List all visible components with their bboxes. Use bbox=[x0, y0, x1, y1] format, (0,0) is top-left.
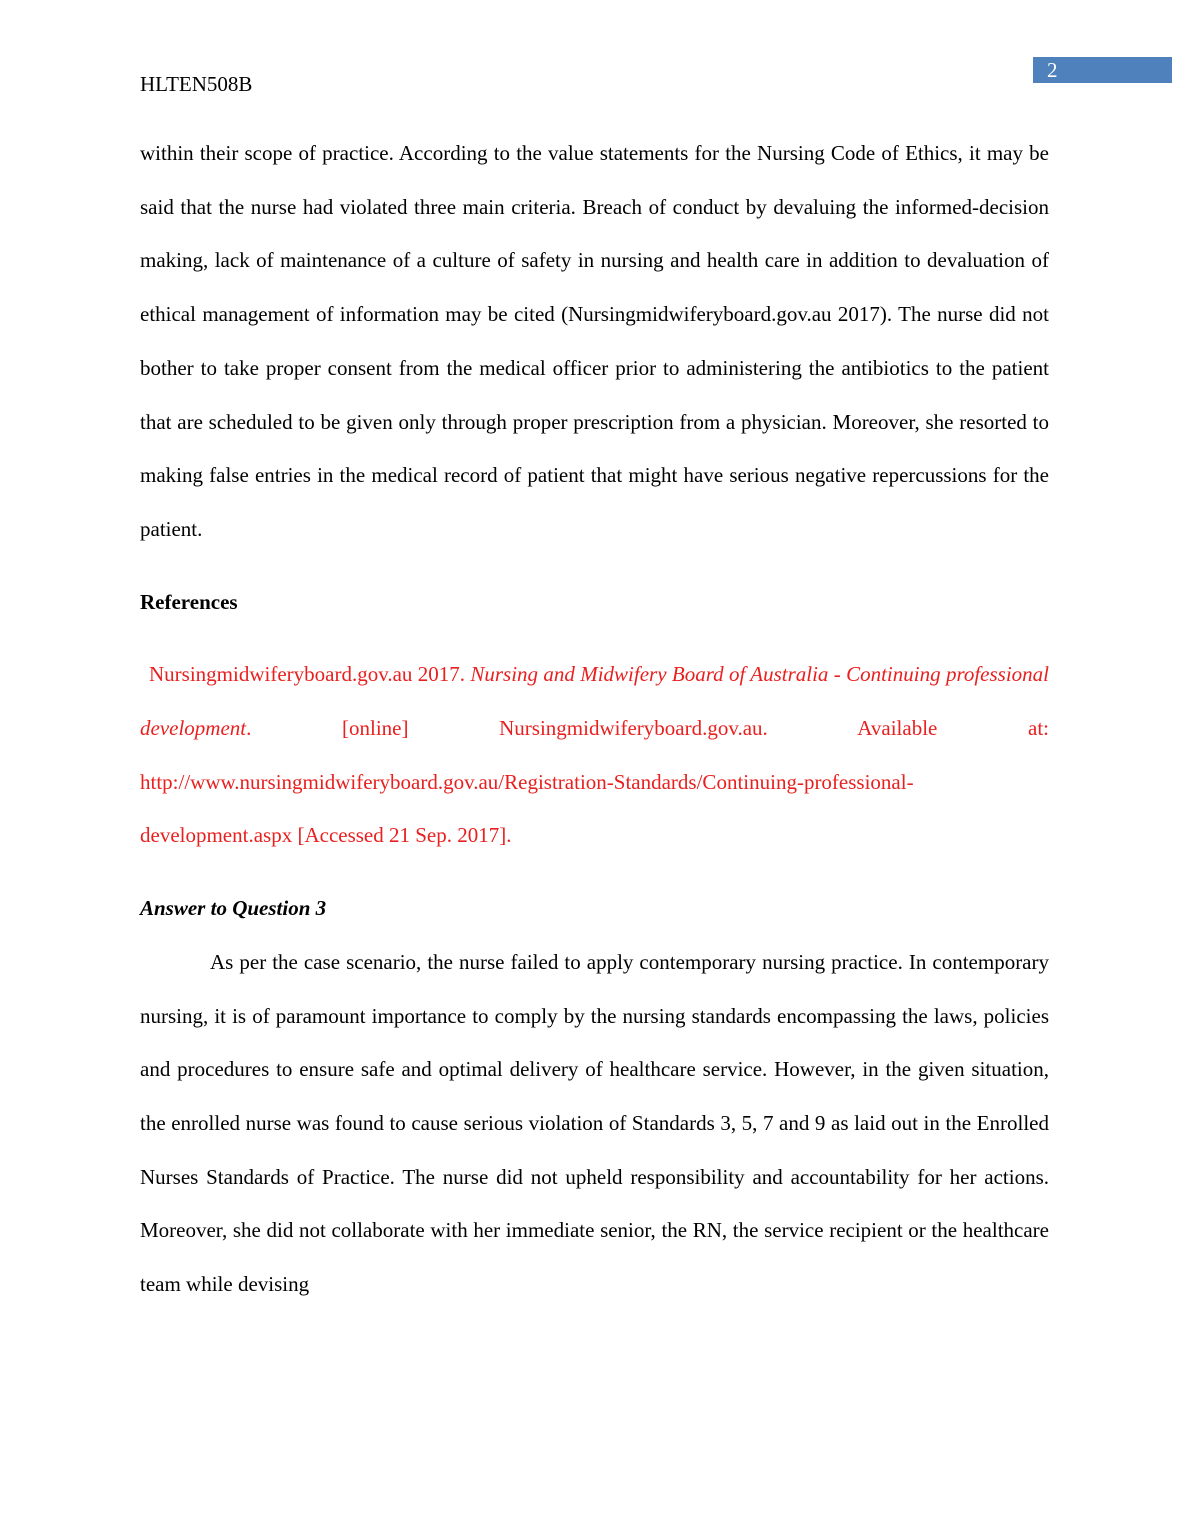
page-number-box bbox=[1033, 57, 1172, 83]
reference-source-year: Nursingmidwiferyboard.gov.au 2017. bbox=[149, 662, 466, 687]
document-body bbox=[140, 127, 1049, 1312]
references-heading: References bbox=[140, 589, 238, 614]
body-paragraph-1: within their scope of practice. According to the value statements for the Nursing Code of Ethics, it may be said that the nurse had violated three main criteria. Breach of conduct by devaluing the informed-decision making, lack of maintenance of a culture of safety in nursing and health care in addition to devaluation of ethical management of information may be cited (Nursingmidwiferyboard.gov.au 2017). The nurse did not bother to take proper consent from the medical officer prior to administering the antibiotics to the patient that are scheduled to be given only through proper prescription from a physician. Moreover, she resorted to making false entries in the medical record of patient that might have serious negative repercussions for the patient. bbox=[140, 141, 1049, 541]
running-head: HLTEN508B bbox=[140, 72, 253, 96]
body-paragraph-2: As per the case scenario, the nurse failed to apply contemporary nursing practice. In contemporary nursing, it is of paramount importance to comply by the nursing standards encompassing the laws, policies and procedures to ensure safe and optimal delivery of healthcare service. However, in the given situation, the enrolled nurse was found to cause serious violation of Standards 3, 5, 7 and 9 as laid out in the Enrolled Nurses Standards of Practice. The nurse did not upheld responsibility and accountability for her actions. Moreover, she did not collaborate with her immediate senior, the RN, the service recipient or the healthcare team while devising bbox=[140, 949, 1049, 1297]
answer-heading: Answer to Question 3 bbox=[140, 896, 327, 921]
reference-details: . [online] Nursingmidwiferyboard.gov.au. Available at: http://www.nursingmidwiferyboard.gov.au/Registration-Standards/Continuing-professional-development.aspx [Accessed 21 Sep. 2017]. bbox=[140, 716, 1049, 848]
reference-title: Nursing and Midwifery Board of Australia - Continuing professional development bbox=[140, 662, 1050, 741]
reference-entry bbox=[140, 648, 1049, 863]
page-number: 2 bbox=[1047, 58, 1058, 82]
